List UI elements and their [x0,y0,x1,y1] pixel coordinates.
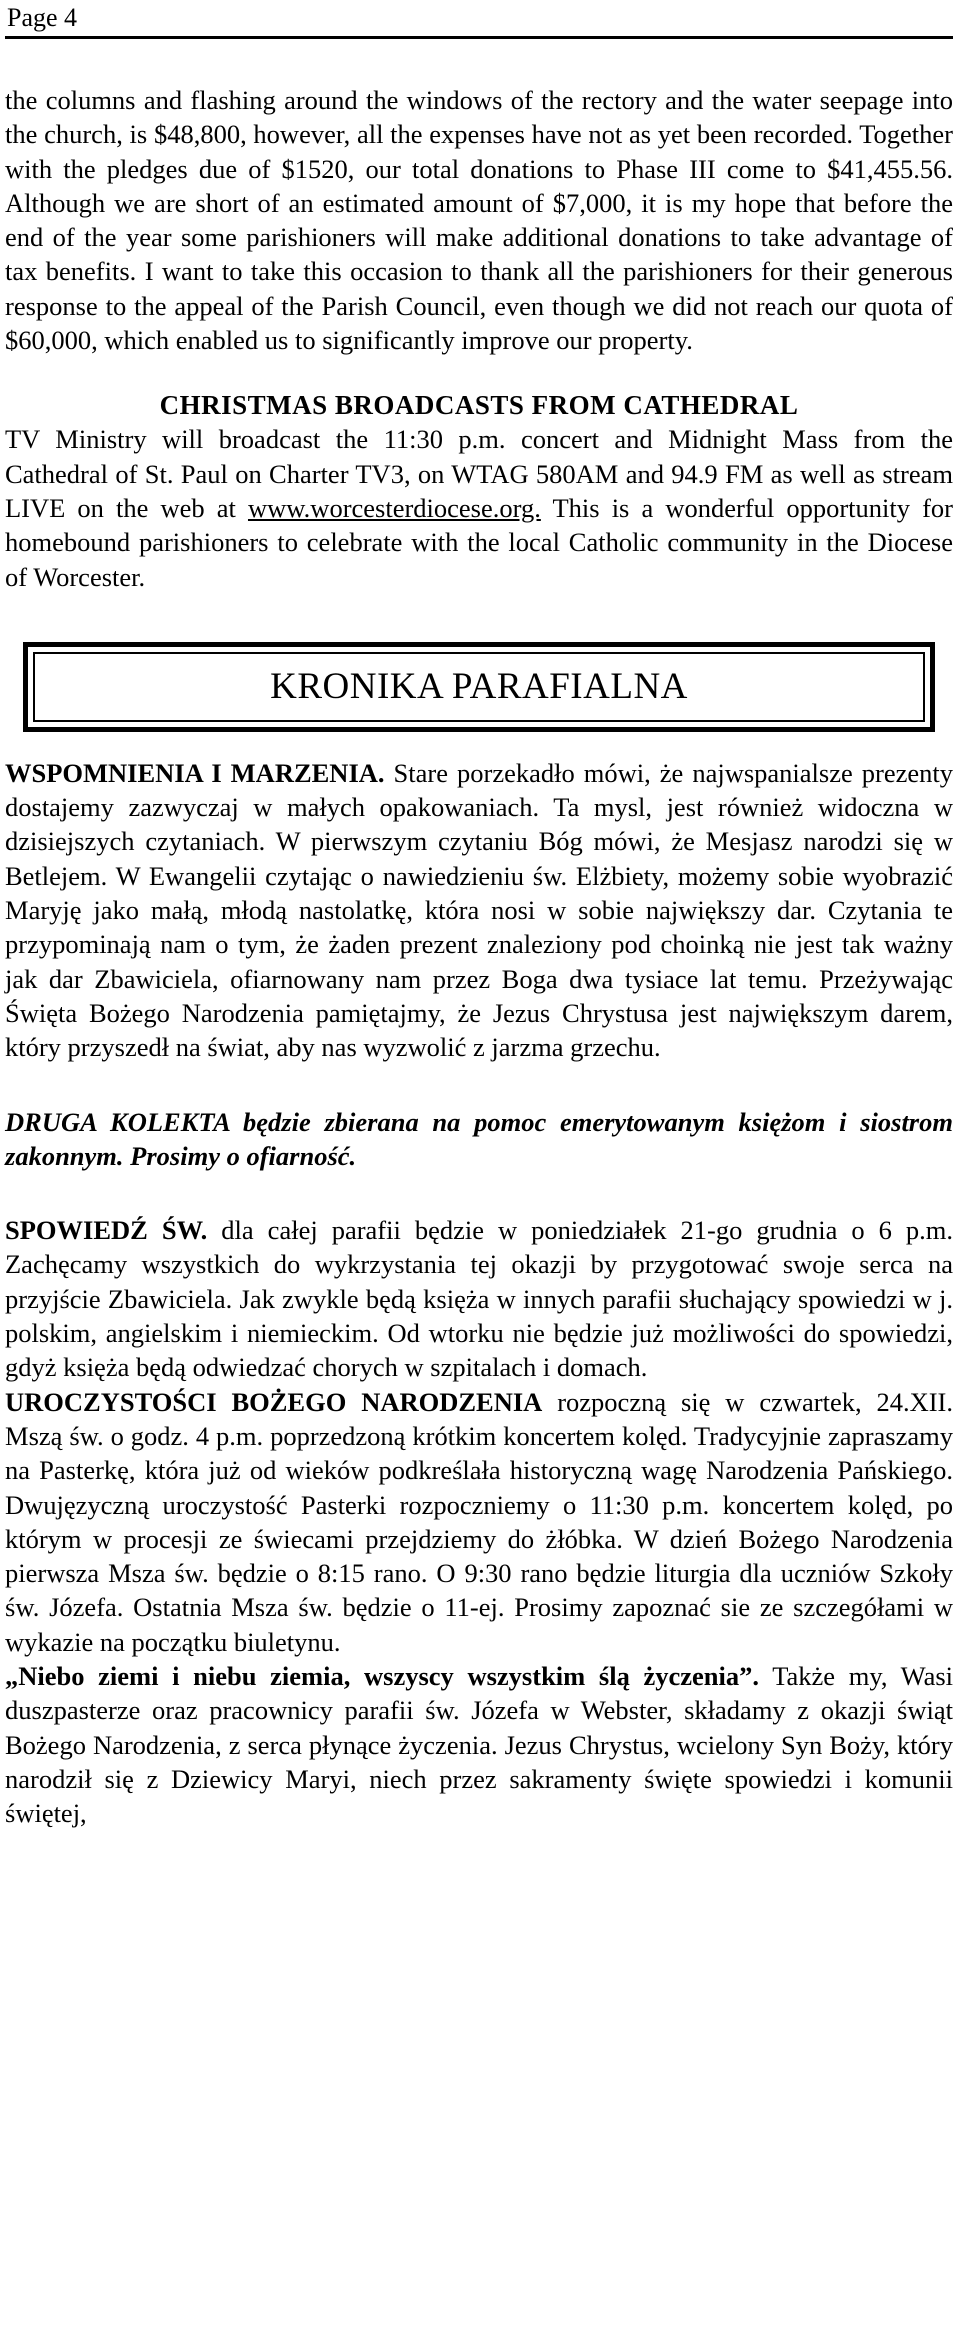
broadcast-heading: CHRISTMAS BROADCASTS FROM CATHEDRAL [159,390,799,421]
christmas-text: rozpoczną się w czwartek, 24.XII. Mszą św. o godz. 4 p.m. poprzedzoną krótkim koncertem kolęd. Tradycyjnie zapraszamy na Pasterkę, która już od wieków podkreślała historyczną wagę Narodzenia Pańskiego. Dwujęzyczną uroczystość Pasterki rozpoczniemy o 11:30 p.m. koncertem kolęd, po którym w procesji ze świecami przejdziemy do żłóbka. W dzień Bożego Narodzenia pierwsza Msza św. będzie o 8:15 rano. O 9:30 rano będzie liturgia dla uczniów Szkoły św. Józefa. Ostatnia Msza św. będzie o 11-ej. Prosimy zapoznać sie ze szczegółami w wykazie na początku biuletynu. [5,1386,954,1657]
diocese-website-link[interactable]: www.worcesterdiocese.org. [247,492,541,523]
kronika-banner [23,642,935,732]
greeting-title: „Niebo ziemi i niebu ziemia, wszyscy wszystkim ślą życzenia”. [5,1660,760,1691]
broadcast-text-start: TV Ministry will broadcast the 11:30 p.m. concert and Midnight Mass from the Cathedral of St. Paul on Charter TV3, on WTAG 580AM and 94.9 FM as well as stream LIVE on the web at [5,424,953,523]
broadcast-paragraph [5,422,953,593]
page-header [5,0,953,39]
reflection-paragraph [5,756,953,1065]
confession-title: SPOWIEDŹ ŚW. [5,1215,208,1246]
broadcast-text-end: This is a wonderful opportunity for homebound parishioners to celebrate with the local Catholic community in the Diocese of Worcester. [5,492,953,592]
christmas-title: UROCZYSTOŚCI BOŻEGO NARODZENIA [5,1386,543,1417]
confession-text: dla całej parafii będzie w poniedziałek 21-go grudnia o 6 p.m. Zachęcamy wszystkich do wykrzystania tej okazji by przygotować swoje serca na przyjście Zbawiciela. Jak zwykle będą księża w innych parafii słuchający spowiedzi w j. polskim, angielskim i niemieckim. Od wtorku nie będzie już możliwości do spowiedzi, gdyż księża będą odwiedzać chorych w szpitalach i domach. [5,1215,953,1383]
phase-three-donations-paragraph: the columns and flashing around the windows of the rectory and the water seepage into the church, is $48,800, however, all the expenses have not as yet been recorded. Together with the pledges due of $1520, our total donations to Phase III come to $41,455.56. Although we are short of an estimated amount of $7,000, it is my hope that before the end of the year some parishioners will make additional donations to take advantage of tax benefits. I want to take this occasion to thank all the parishioners for their generous response to the appeal of the Parish Council, even though we did not reach our quota of $60,000, which enabled us to significantly improve our property. [5,85,953,356]
greeting-paragraph [5,1659,953,1830]
reflection-title: WSPOMNIENIA I MARZENIA. [5,757,385,788]
collection-notice: DRUGA KOLEKTA będzie zbierana na pomoc emerytowanym księżom i siostrom zakonnym. Prosimy o ofiarność. [5,1106,953,1171]
greeting-text: Także my, Wasi duszpasterze oraz pracownicy parafii św. Józefa w Webster, składamy z okazji świąt Bożego Narodzenia, z serca płynące życzenia. Jezus Chrystus, wcielony Syn Boży, który narodził się z Dziewicy Maryi, niech przez sakramenty święte spowiedzi i komunii świętej, [5,1660,954,1829]
confession-paragraph [5,1213,953,1384]
christmas-paragraph [5,1385,953,1659]
reflection-text: Stare porzekadło mówi, że najwspanialsze prezenty dostajemy zazwyczaj w małych opakowaniach. Ta mysl, jest również widoczna w dzisiejszych czytaniach. W pierwszym czytaniu Bóg mówi, że Mesjasz narodzi się w Betlejem. W Ewangelii czytając o nawiedzieniu św. Elżbiety, możemy sobie wyobrazić Maryję jako małą, młodą nastolatkę, która nosi w sobie największy dar. Czytania te przypominają nam o tym, że żaden prezent znaleziony pod choinką nie jest tak ważny jak dar Zbawiciela, ofiarnowany nam przez Boga dwa tysiace lat temu. Przeżywając Święta Bożego Narodzenia pamiętajmy, że Jezus Chrystusa jest największym darem, który przyszedł na świat, aby nas wyzwolić z jarzma grzechu. [5,757,953,1063]
page-number: Page 4 [7,3,78,32]
kronika-banner-title: KRONIKA PARAFIALNA [33,652,925,722]
